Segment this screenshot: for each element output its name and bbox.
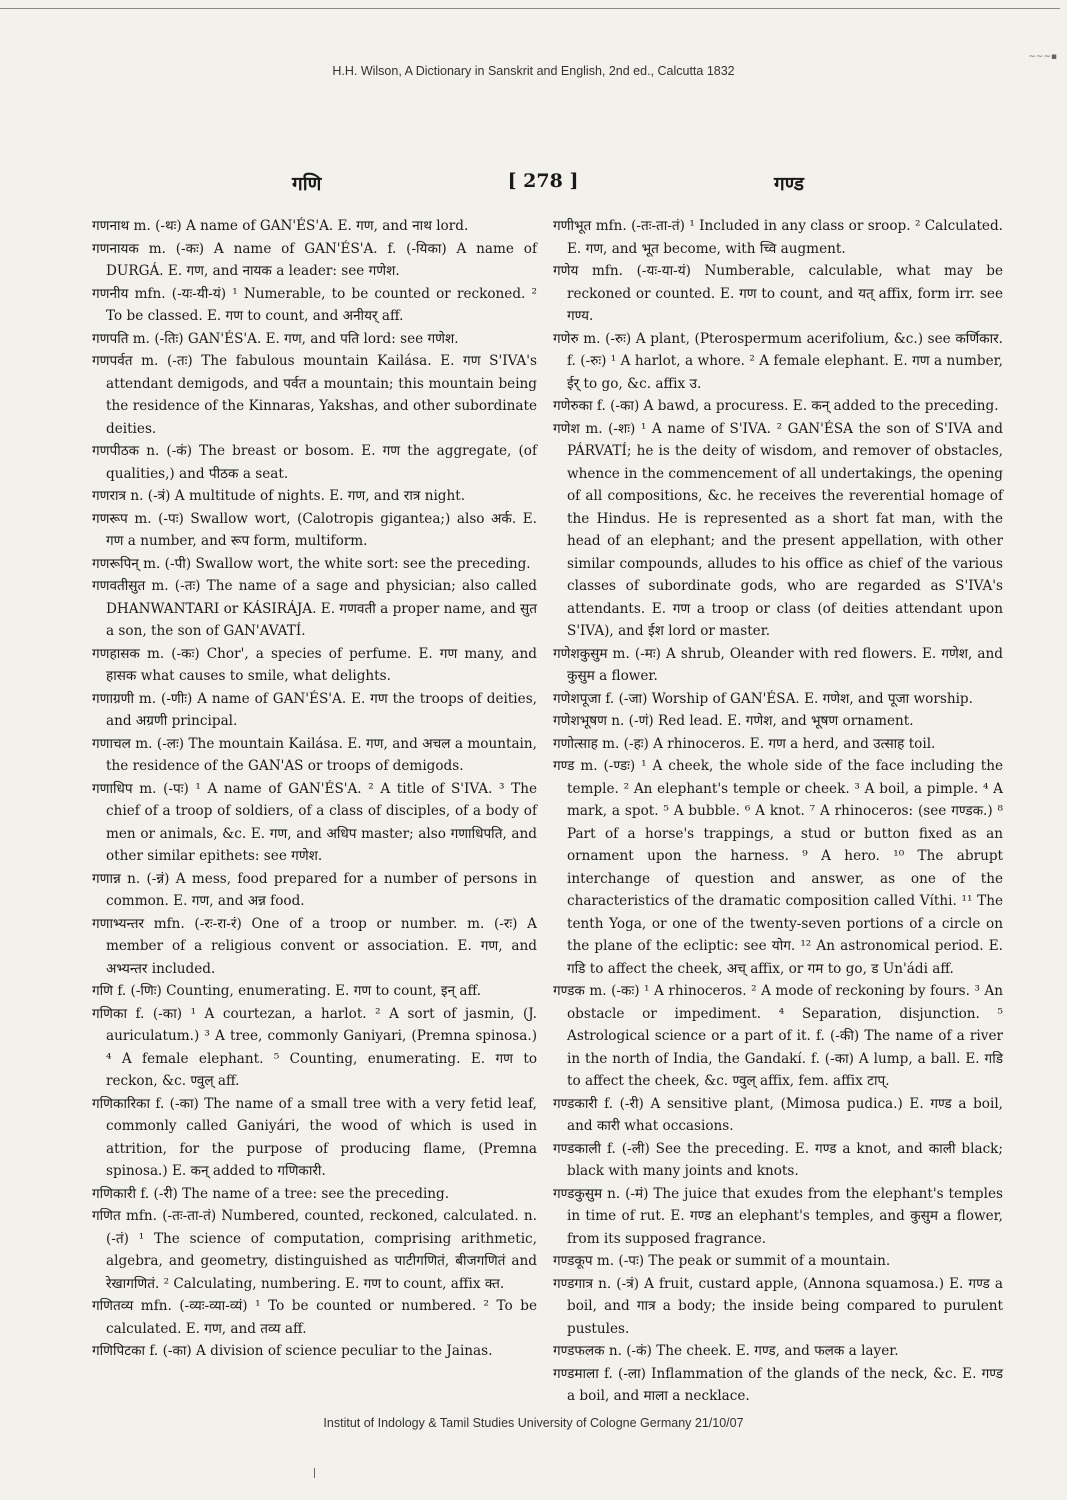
dictionary-entry: गणोत्साह m. (-हः) A rhinoceros. E. गण a herd, and उत्साह toil.: [553, 735, 936, 752]
footer-source: Institut of Indology & Tamil Studies University of Cologne Germany 21/10/07: [323, 1416, 744, 1430]
dictionary-entry: गणाचल m. (-लः) The mountain Kailása. E. गण, and अचल a mountain, the residence of the GAN'AS or troops of demigods.: [92, 735, 537, 774]
page-number: [ 278 ]: [507, 170, 579, 192]
dictionary-entry: गण्डकुसुम n. (-मं) The juice that exudes from the elephant's temples in time of rut. E. गण्ड an elephant's temples, and कुसुम a flower, from its supposed fragrance.: [553, 1185, 1003, 1247]
dictionary-entry: गणीभूत mfn. (-तः-ता-तं) ¹ Included in any class or sroop. ² Calculated. E. गण, and भूत become, with च्वि augment.: [553, 218, 1003, 257]
dictionary-entry: गणहासक m. (-कः) Chor', a species of perfume. E. गण many, and हासक what causes to smile, what delights.: [92, 645, 537, 684]
dictionary-entry: गण्डफलक n. (-कं) The cheek. E. गण्ड, and फलक a layer.: [553, 1343, 899, 1359]
running-head-right: गण्ड: [774, 173, 804, 195]
source-header: H.H. Wilson, A Dictionary in Sanskrit and English, 2nd ed., Calcutta 1832: [332, 64, 735, 78]
dictionary-entry: गण्डगात्र n. (-त्रं) A fruit, custard apple, (Annona squamosa.) E. गण्ड a boil, and गात्र a body; the inside being compared to purulent pustules.: [553, 1275, 1003, 1337]
scan-edge-line: [0, 8, 1060, 9]
dictionary-entry: गणेरुका f. (-का) A bawd, a procuress. E. कन् added to the preceding.: [553, 398, 999, 414]
dictionary-entry: गणनीय mfn. (-यः-यी-यं) ¹ Numerable, to be counted or reckoned. ² To be classed. E. गण to count, and अनीयर् aff.: [92, 285, 537, 324]
scan-mark: ~~~▪: [1028, 52, 1057, 62]
dictionary-entry: गणि f. (-णिः) Counting, enumerating. E. गण to count, इन् aff.: [92, 983, 482, 999]
dictionary-entry: गणवतीसुत m. (-तः) The name of a sage and physician; also called DHANWANTARI or KÁSIRÁJA. E. गणवती a proper name, and सुत a son, the son of GAN'AVATÍ.: [92, 578, 537, 639]
dictionary-entry: गणिकारिका f. (-का) The name of a small tree with a very fetid leaf, commonly called Ganiyári, the wood of which is used in attrition, for the purpose of producing flame, (Premna spinosa.) E. कन् added to गणिकारी.: [92, 1095, 537, 1179]
dictionary-entry: गणेशपूजा f. (-जा) Worship of GAN'ÉSA. E. गणेश, and पूजा worship.: [553, 690, 973, 707]
dictionary-entry: गणनायक m. (-कः) A name of GAN'ÉS'A. f. (-यिका) A name of DURGÁ. E. गण, and नायक a leader: see गणेश.: [92, 240, 537, 279]
dictionary-entry: गणान्न n. (-न्नं) A mess, food prepared for a number of persons in common. E. गण, and अन्न food.: [92, 870, 537, 909]
dictionary-entry: गण्डकूप m. (-पः) The peak or summit of a mountain.: [553, 1253, 891, 1269]
dictionary-entry: गणिकारी f. (-री) The name of a tree: see the preceding.: [92, 1185, 450, 1202]
dictionary-entry: गणाधिप m. (-पः) ¹ A name of GAN'ÉS'A. ² A title of S'IVA. ³ The chief of a troop of soldiers, of a class of disciples, of a body of men or animals, &c. E. गण, and अधिप master; also गणाधिपति, and other similar epithets: see गणेश.: [92, 780, 537, 864]
dictionary-entry: गणेरु m. (-रुः) A plant, (Pterospermum acerifolium, &c.) see कर्णिकार. f. (-रुः) ¹ A harlot, a whore. ² A female elephant. E. गण a number, ईर् to go, &c. affix उ.: [553, 330, 1003, 392]
dictionary-entry: गणाभ्यन्तर mfn. (-रः-रा-रं) One of a troop or number. m. (-रः) A member of a religious convent or association. E. गण, and अभ्यन्तर included.: [92, 915, 537, 977]
dictionary-entry: गण्डकारी f. (-री) A sensitive plant, (Mimosa pudica.) E. गण्ड a boil, and कारी what occasions.: [553, 1095, 1003, 1134]
dictionary-entry: गण्डकाली f. (-ली) See the preceding. E. गण्ड a knot, and काली black; black with many joints and knots.: [553, 1140, 1003, 1179]
dictionary-entry: गणरूप m. (-पः) Swallow wort, (Calotropis gigantea;) also अर्क. E. गण a number, and रूप form, multiform.: [92, 510, 537, 549]
dictionary-entry: गणपीठक n. (-कं) The breast or bosom. E. गण the aggregate, (of qualities,) and पीठक a seat.: [92, 443, 537, 482]
dictionary-entry: गण्ड m. (-ण्डः) ¹ A cheek, the whole side of the face including the temple. ² An elephant's temple or cheek. ³ A boil, a pimple. ⁴ A mark, a spot. ⁵ A bubble. ⁶ A knot. ⁷ A rhinoceros: (see गण्डक.) ⁸ Part of a horse's trappings, a stud or button fixed as an ornament upon the harness. ⁹ A hero. ¹⁰ The abrupt interchange of question and answer, as one of the characteristics of the dramatic composition called Víthi. ¹¹ The tenth Yoga, or one of the twenty-seven portions of a circle on the plane of the ecliptic: see योग. ¹² An astronomical period. E. गडि to affect the cheek, अच् affix, or गम to go, ड Un'ádi aff.: [553, 758, 1003, 977]
dictionary-entry: गणरूपिन् m. (-पी) Swallow wort, the white sort: see the preceding.: [92, 555, 531, 572]
dictionary-entry: गणेशकुसुम m. (-मः) A shrub, Oleander with red flowers. E. गणेश, and कुसुम a flower.: [553, 645, 1003, 684]
running-head-left: गणि: [292, 173, 322, 195]
dictionary-entry: गणपर्वत m. (-तः) The fabulous mountain Kailása. E. गण S'IVA's attendant demigods, and पर्वत a mountain; this mountain being the residence of the Kinnaras, Yakshas, and other subordinate deities.: [92, 353, 537, 437]
right-column: [553, 215, 1003, 1408]
dictionary-entry: गणिका f. (-का) ¹ A courtezan, a harlot. ² A sort of jasmin, (J. auriculatum.) ³ A tree, commonly Ganiyari, (Premna spinosa.) ⁴ A female elephant. ⁵ Counting, enumerating. E. गण to reckon, &c. ण्वुल् aff.: [92, 1005, 537, 1089]
dictionary-entry: गणित mfn. (-तः-ता-तं) Numbered, counted, reckoned, calculated. n. (-तं) ¹ The science of computation, comprising arithmetic, algebra, and geometry, distinguished as पाटीगणितं, बीजगणितं and रेखागणितं. ² Calculating, numbering. E. गण to count, affix क्त.: [92, 1208, 537, 1292]
dictionary-entry: गण्डक m. (-कः) ¹ A rhinoceros. ² A mode of reckoning by fours. ³ An obstacle or impediment. ⁴ Separation, disjunction. ⁵ Astrological science or a part of it. f. (-की) The name of a river in the north of India, the Gandakí. f. (-का) A lump, a ball. E. गडि to affect the cheek, &c. ण्वुल् affix, fem. affix टाप्.: [553, 983, 1003, 1089]
dictionary-entry: गणेश m. (-शः) ¹ A name of S'IVA. ² GAN'ÉSA the son of S'IVA and PÁRVATÍ; he is the deity of wisdom, and remover of obstacles, whence in the commencement of all undertakings, the opening of all compositions, &c. he receives the reverential homage of the Hindus. He is represented as a short fat man, with the head of an elephant; and the present appellation, with other similar compounds, alludes to his office as chief of the various classes of subordinate gods, who are regarded as S'IVA's attendants. E. गण a troop or class (of deities attendant upon S'IVA), and ईश lord or master.: [553, 420, 1003, 639]
dictionary-entry: गणरात्र n. (-त्रं) A multitude of nights. E. गण, and रात्र night.: [92, 488, 466, 504]
scan-tick-mark: [314, 1468, 315, 1478]
dictionary-entry: गणेय mfn. (-यः-या-यं) Numberable, calculable, what may be reckoned or counted. E. गण to count, and यत् affix, form irr. see गण्य.: [553, 263, 1003, 324]
dictionary-entry: गणिपिटका f. (-का) A division of science peculiar to the Jainas.: [92, 1343, 493, 1359]
dictionary-entry: गणनाथ m. (-थः) A name of GAN'ÉS'A. E. गण, and नाथ lord.: [92, 218, 469, 234]
dictionary-entry: गणपति m. (-तिः) GAN'ÉS'A. E. गण, and पति lord: see गणेश.: [92, 330, 459, 347]
left-column: [92, 215, 537, 1363]
dictionary-entry: गणितव्य mfn. (-व्यः-व्या-व्यं) ¹ To be counted or numbered. ² To be calculated. E. गण, and तव्य aff.: [92, 1298, 537, 1337]
dictionary-entry: गणेशभूषण n. (-णं) Red lead. E. गणेश, and भूषण ornament.: [553, 713, 914, 729]
dictionary-entry: गणाग्रणी m. (-णीः) A name of GAN'ÉS'A. E. गण the troops of deities, and अग्रणी principal.: [92, 690, 537, 729]
dictionary-entry: गण्डमाला f. (-ला) Inflammation of the glands of the neck, &c. E. गण्ड a boil, and माला a necklace.: [553, 1365, 1003, 1404]
